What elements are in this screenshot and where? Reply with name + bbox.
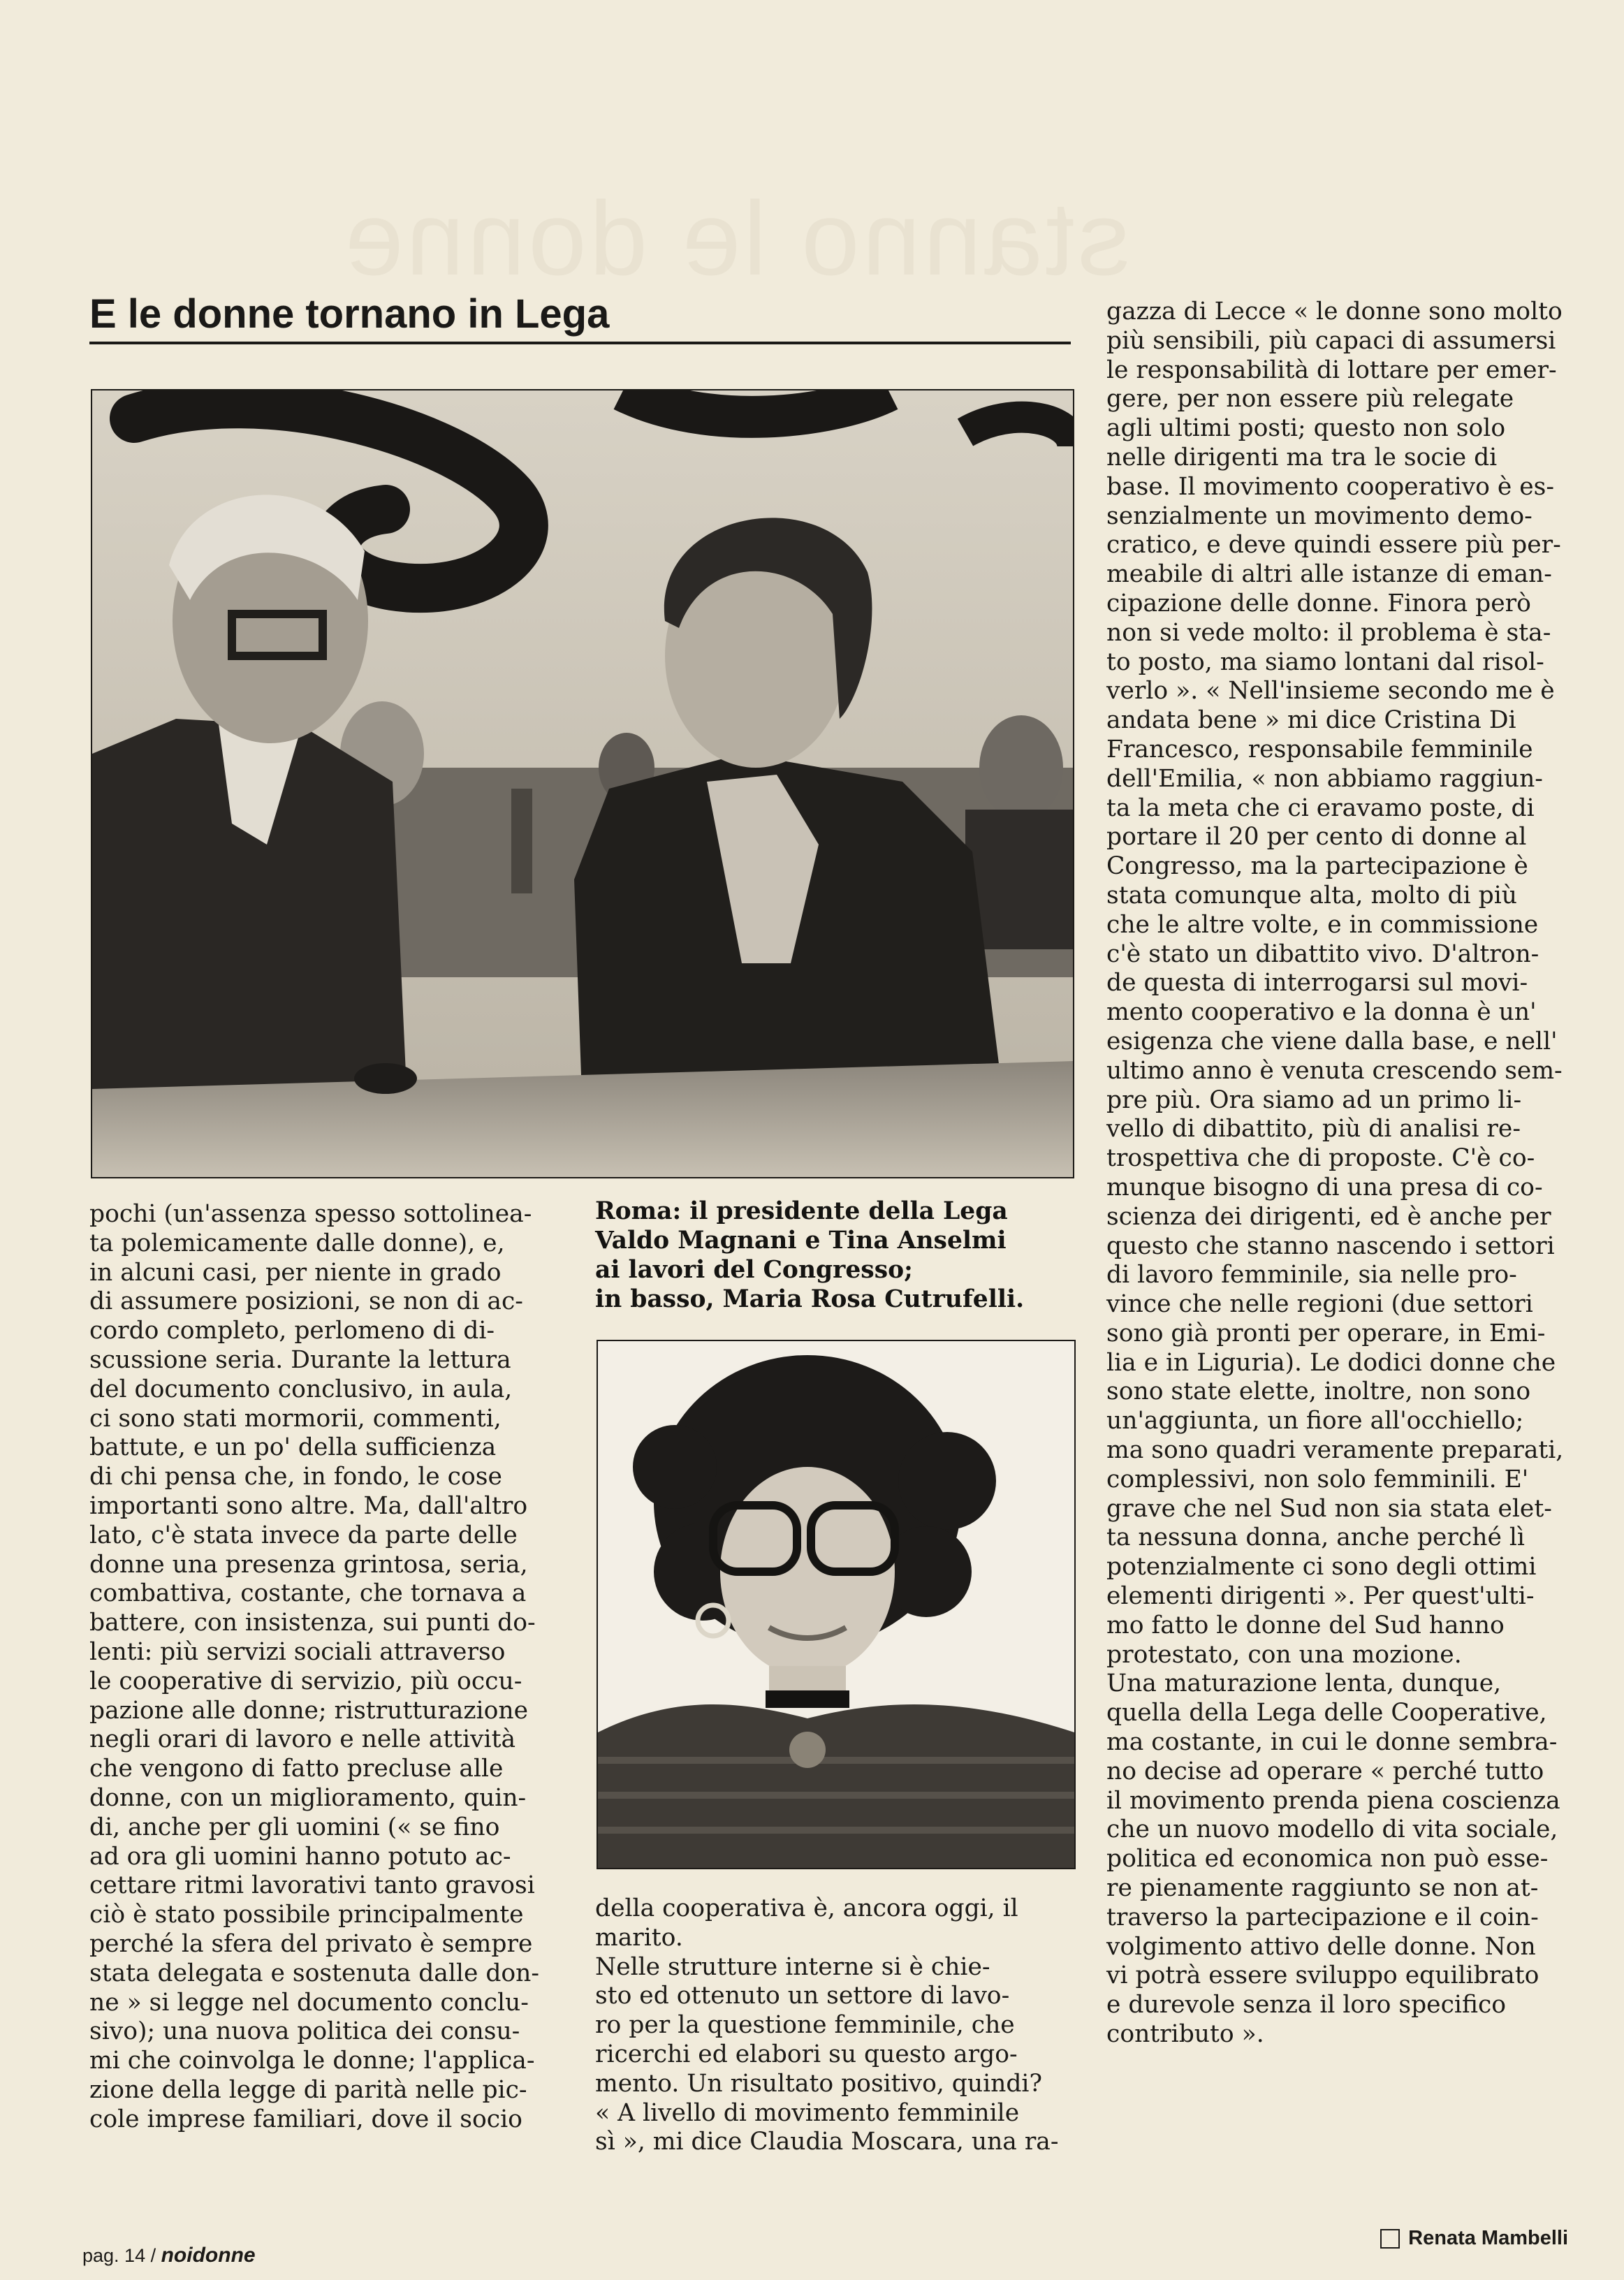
title-rule — [89, 342, 1071, 344]
article-title: E le donne tornano in Lega — [89, 291, 610, 337]
magazine-logo: noidonne — [161, 2244, 256, 2267]
article-column-2: della cooperativa è, ancora oggi, il marito. Nelle strutture interne si è chie- sto ed ottenuto un settore di lavo- ro per la questione femminile, che ricerchi ed elabori su questo argo- mento. Un risultato positivo, quindi? « A livello di movimento femminile sì », mi dice Claudia Moscara, una ra- — [595, 1894, 1059, 2156]
portrait-photo — [597, 1340, 1076, 1869]
congress-photo — [91, 389, 1074, 1178]
page-number: pag. 14 / — [82, 2245, 156, 2266]
article-column-1: pochi (un'assenza spesso sottolinea- ta polemicamente dalle donne), e, in alcuni casi, per niente in grado di assumere posizioni, se non di ac- cordo completo, perlomeno di di- scussione seria. Durante la lettura del documento conclusivo, in aula, ci sono stati mormorii, commenti, battute, e un po' della sufficienza di chi pensa che, in fondo, le cose importanti sono altre. Ma, dall'altro lato, c'è stata invece da parte delle donne una presenza grintosa, seria, combattiva, costante, che tornava a battere, con insistenza, sui punti do- lenti: più servizi sociali attraverso le cooperative di servizio, più occu- pazione alle donne; ristrutturazione negli orari di lavoro e nelle attività che vengono di fatto precluse alle donne, con un miglioramento, quin- di, anche per gli uomini (« se fino ad ora gli uomini hanno potuto ac- cettare ritmi lavorativi tanto gravosi ciò è stato possibile principalmente perché la sfera del privato è sempre stata delegata e sostenuta dalle don- ne » si legge nel documento conclu- sivo); una nuova politica dei consu- mi che coinvolga le donne; l'applica- zione della legge di parità nelle pic- cole imprese familiari, dove il socio — [89, 1200, 540, 2133]
page-footer — [82, 2244, 256, 2267]
article-column-3: gazza di Lecce « le donne sono molto più sensibili, più capaci di assumersi le responsabilità di lottare per emer- gere, per non essere più relegate agli ultimi posti; questo non solo nelle dirigenti ma tra le socie di base. Il movimento cooperativo è es- senzialmente un movimento demo- cratico, e deve quindi essere più per- meabile di altri alle istanze di eman- cipazione delle donne. Finora però non si vede molto: il problema è sta- to posto, ma siamo lontani dal risol- verlo ». « Nell'insieme secondo me è andata bene » mi dice Cristina Di Francesco, responsabile femminile dell'Emilia, « non abbiamo raggiun- ta la meta che ci eravamo poste, di portare il 20 per cento di donne al Congresso, ma la partecipazione è stata comunque alta, molto di più che le altre volte, e in commissione c'è stato un dibattito vivo. D'altron- de questa di interrogarsi sul movi- mento cooperativo e la donna è un' esigenza che viene dalla base, e nell' ultimo anno è venuta crescendo sem- pre più. Ora siamo ad un primo li- vello di dibattito, più di analisi re- trospettiva che di proposte. C'è co- munque bisogno di una presa di co- scienza dei dirigenti, ed è anche per questo che stanno nascendo i settori di lavoro femminile, sia nelle pro- vince che nelle regioni (due settori sono già pronti per operare, in Emi- lia e in Liguria). Le dodici donne che sono state elette, inoltre, non sono un'aggiunta, un fiore all'occhiello; ma sono quadri veramente preparati, complessivi, non solo femminili. E' grave che nel Sud non sia stata elet- ta nessuna donna, anche perché lì potenzialmente ci sono degli ottimi elementi dirigenti ». Per quest'ulti- mo fatto le donne del Sud hanno protestato, con una mozione. Una maturazione lenta, dunque, quella della Lega delle Cooperative, ma costante, in cui le donne sembra- no decise ad operare « perché tutto il movimento prenda piena coscienza che un nuovo modello di vita sociale, politica ed economica non può esse- re pienamente raggiunto se non at- traverso la partecipazione e il coin- volgimento attivo delle donne. Non vi potrà essere sviluppo equilibrato e durevole senza il loro specifico contributo ». — [1106, 298, 1564, 2049]
bleed-through-text: stanno le donne — [342, 180, 1130, 297]
author-signature — [1359, 2227, 1568, 2250]
end-mark-square-icon — [1380, 2229, 1400, 2249]
photo-caption: Roma: il presidente della Lega Valdo Magnani e Tina Anselmi ai lavori del Congresso; in basso, Maria Rosa Cutrufelli. — [595, 1197, 1025, 1313]
author-name: Renata Mambelli — [1408, 2227, 1568, 2249]
